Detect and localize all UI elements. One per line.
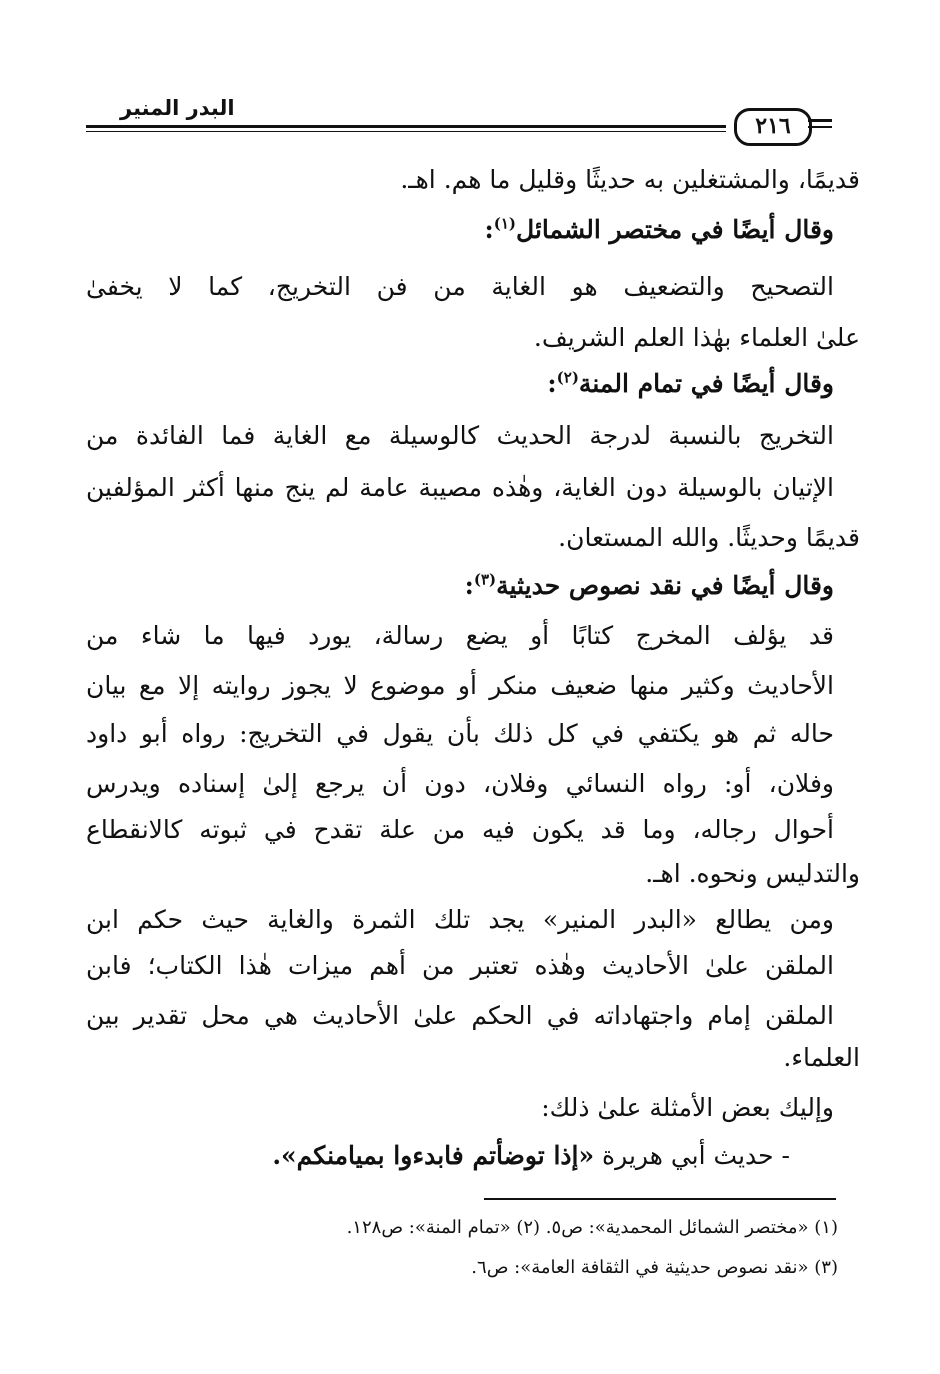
colon: : <box>464 571 474 600</box>
body-line: الملقن إمام واجتهاداته في الحكم علىٰ الأحاديث هي محل تقدير بين <box>86 1001 834 1030</box>
list-item-text: - حديث أبي هريرة <box>594 1141 790 1170</box>
body-line: علىٰ العلماء بهٰذا العلم الشريف. <box>533 323 860 352</box>
quote-heading-text: وقال أيضًا في مختصر الشمائل <box>516 215 834 244</box>
body-line: الأحاديث وكثير منها ضعيف منكر أو موضوع لا يجوز روايته إلا مع بيان <box>86 671 834 700</box>
footnote-ref: (٢) <box>556 368 579 387</box>
body-line: العلماء. <box>783 1043 860 1072</box>
page-header <box>86 96 834 146</box>
body-line: ومن يطالع «البدر المنير» يجد تلك الثمرة والغاية حيث حكم ابن <box>86 905 834 934</box>
body-line: التصحيح والتضعيف هو الغاية من فن التخريج، كما لا يخفىٰ <box>86 272 834 301</box>
colon: : <box>484 215 494 244</box>
quote-heading <box>547 362 834 406</box>
quote-heading <box>465 564 834 608</box>
body-line: وفلان، أو: رواه النسائي وفلان، دون أن يرجع إلىٰ إسناده ويدرس <box>86 769 834 798</box>
body-line: والتدليس ونحوه. اهـ. <box>645 859 860 888</box>
page-number-ornament <box>808 126 832 128</box>
page-number: ٢١٦ <box>734 108 812 146</box>
quote-heading-text: وقال أيضًا في تمام المنة <box>578 369 834 398</box>
colon: : <box>547 369 557 398</box>
body-line: قد يؤلف المخرج كتابًا أو يضع رسالة، يورد فيها ما شاء من <box>86 621 834 650</box>
footnote-ref: (٣) <box>473 570 497 589</box>
hadith-quote: «إذا توضأتم فابدءوا بميامنكم». <box>272 1141 595 1170</box>
quote-heading <box>485 208 835 252</box>
body-line: التخريج بالنسبة لدرجة الحديث كالوسيلة مع الغاية فما الفائدة من <box>86 421 834 450</box>
running-title: البدر المنير <box>120 96 235 120</box>
header-rule <box>86 125 726 128</box>
list-item <box>272 1134 790 1178</box>
body-line: وإليك بعض الأمثلة علىٰ ذلك: <box>541 1093 834 1122</box>
body-line: حاله ثم هو يكتفي في كل ذلك بأن يقول في التخريج: رواه أبو داود <box>86 719 834 748</box>
body-line: قديمًا وحديثًا. والله المستعان. <box>558 523 860 552</box>
body-line: الإتيان بالوسيلة دون الغاية، وهٰذه مصيبة عامة لم ينج منها أكثر المؤلفين <box>86 473 834 502</box>
footnote: (١) «مختصر الشمائل المحمدية»: ص٥. (٢) «تمام المنة»: ص١٢٨. <box>346 1217 838 1238</box>
body-line: الملقن علىٰ الأحاديث وهٰذه تعتبر من أهم ميزات هٰذا الكتاب؛ فابن <box>86 951 834 980</box>
footnote-separator <box>484 1198 836 1200</box>
quote-heading-text: وقال أيضًا في نقد نصوص حديثية <box>496 571 834 600</box>
body-line: قديمًا، والمشتغلين به حديثًا وقليل ما هم. اهـ. <box>400 165 860 194</box>
header-rule-thin <box>86 131 726 132</box>
footnote-ref: (١) <box>493 214 517 233</box>
footnote: (٣) «نقد نصوص حديثية في الثقافة العامة»: ص٦. <box>471 1257 838 1278</box>
body-line: أحوال رجاله، وما قد يكون فيه من علة تقدح في ثبوته كالانقطاع <box>86 815 834 844</box>
page-number-ornament <box>808 119 832 122</box>
